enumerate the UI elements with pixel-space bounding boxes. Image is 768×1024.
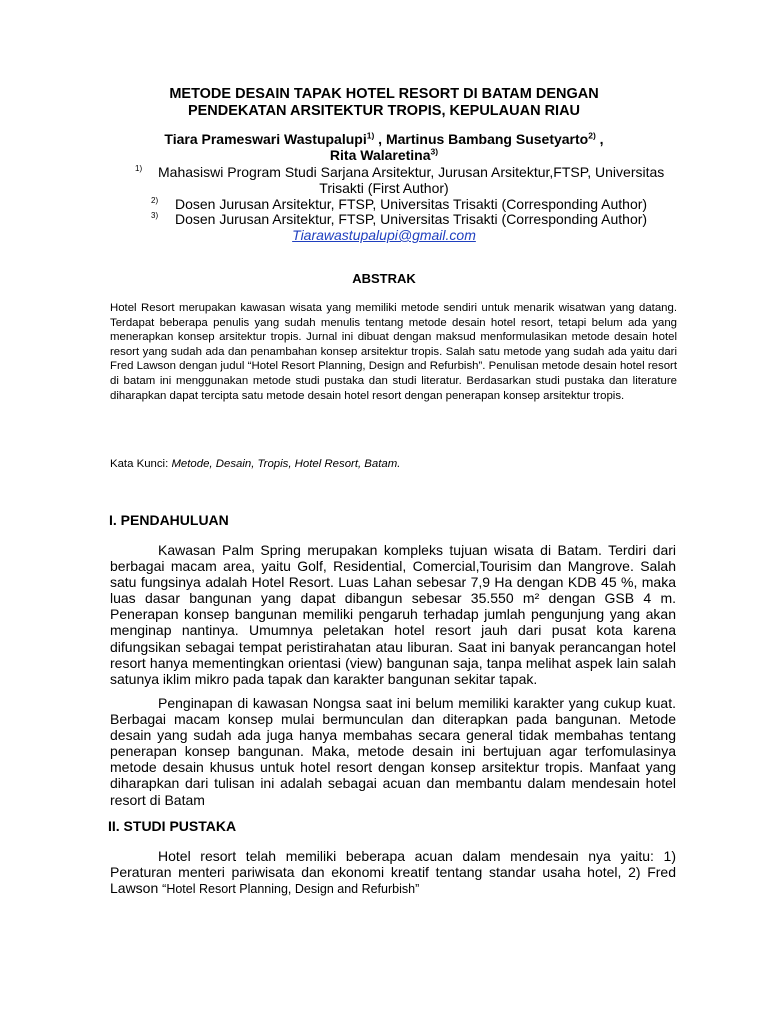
section-heading-pendahuluan: I. PENDAHULUAN xyxy=(109,512,229,528)
affiliation-1-line-2: Trisakti (First Author) xyxy=(319,180,449,196)
abstract-heading: ABSTRAK xyxy=(352,271,416,286)
author-name: Martinus Bambang Susetyarto xyxy=(385,131,589,147)
paper-title xyxy=(100,86,668,120)
author-email-link[interactable]: Tiarawastupalupi@gmail.com xyxy=(292,227,476,243)
keywords-label: Kata Kunci xyxy=(110,458,166,470)
paragraph-text: Kawasan Palm Spring merupakan kompleks tujuan wisata di Batam. Terdiri dari berbagai macam area, yaitu Golf, Residential, Comercial,Tourisim dan Mangrove. Salah satu fungsinya adalah Hotel Resort. Luas Lahan sebesar 7,9 Ha dengan KDB 45 %, maka luas dasar bangunan yang dapat dibangun sebesar 35.550 m² dengan GSB 4 m. Penerapan konsep bangunan memiliki pengaruh terhadap jumlah pengunjung yang akan menginap nantinya. Umumnya peletakan hotel resort jauh dari pusat kota karena difungsikan sebagai tempat peristirahatan atau liburan. Saat ini banyak perancangan hotel resort hanya mementingkan orientasi (view) bangunan saja, tanpa melihat aspek lain salah satunya iklim mikro pada tapak dan karakter bangunan sekitar tapak. xyxy=(110,542,676,687)
title-line-1: METODE DESAIN TAPAK HOTEL RESORT DI BATAM DENGAN xyxy=(169,86,599,102)
paragraph xyxy=(110,848,676,897)
affiliation-2: Dosen Jurusan Arsitektur, FTSP, Universitas Trisakti (Corresponding Author) xyxy=(175,196,648,212)
author-name: Tiara Prameswari Wastupalupi xyxy=(164,131,367,147)
paragraph xyxy=(110,695,676,808)
author-mark: 3) xyxy=(430,146,439,157)
affiliation-mark: 1) xyxy=(135,164,143,173)
section-heading-studi-pustaka: II. STUDI PUSTAKA xyxy=(108,818,237,834)
paragraph-text: Penginapan di kawasan Nongsa saat ini belum memiliki karakter yang cukup kuat. Berbagai macam konsep mulai bermunculan dan diterapkan pada bangunan. Metode desain yang sudah ada juga hanya membahas secara general tidak membahas tentang penerapan konsep bangunan. Maka, metode desain ini bertujuan agar terfomulasinya metode desain khusus untuk hotel resort dengan konsep arsitektur tropis. Manfaat yang diharapkan dari tulisan ini adalah sebagai acuan dan membantu dalam mendesain hotel resort di Batam xyxy=(110,695,676,808)
author-mark: 1) xyxy=(366,130,375,141)
paragraph-text: Hotel resort telah memiliki beberapa acuan dalam mendesain nya yaitu: 1) Peraturan menteri pariwisata dan ekonomi kreatif tentang standar usaha hotel, 2) Fred Lawson xyxy=(110,848,676,897)
abstract-body: Hotel Resort merupakan kawasan wisata yang memiliki metode sendiri untuk menarik wisatwan yang datang. Terdapat beberapa penulis yang sudah menulis tentang metode desain hotel resort, tetapi belum ada yang menerapkan konsep arsitektur tropis. Jurnal ini dibuat dengan maksud menformulasikan metode desain hotel resort yang sudah ada dan penambahan konsep arsitektur tropis. Salah satu metode yang sudah ada yaitu dari Fred Lawson dengan judul “Hotel Resort Planning, Design and Refurbish”. Penulisan metode desain hotel resort di batam ini menggunakan metode studi pustaka dan studi literatur. Berdasarkan studi pustaka dan literature diharapkan dapat tercipta satu metode desain hotel resort dengan penerapan konsep arsitektur tropis. xyxy=(110,302,677,402)
paragraph xyxy=(110,542,676,687)
affiliation-mark: 2) xyxy=(151,196,159,205)
author-list: Tiara Prameswari Wastupalupi$^{1)}$ , Martinus Bambang Susetyarto$^{2)}$ , Rita Walaretina$^{3)}$ xyxy=(164,130,604,163)
affiliation-3: Dosen Jurusan Arsitektur, FTSP, Universitas Trisakti (Corresponding Author) xyxy=(175,211,648,227)
title-line-2: PENDEKATAN ARSITEKTUR TROPIS, KEPULAUAN RIAU xyxy=(187,103,581,119)
book-title: “Hotel Resort Planning, Design and Refurbish” xyxy=(162,882,420,897)
author-name: Rita Walaretina xyxy=(329,147,431,163)
keywords-value: Metode, Desain, Tropis, Hotel Resort, Batam. xyxy=(171,458,401,470)
author-mark: 2) xyxy=(588,130,596,141)
keywords: Kata Kunci: Metode, Desain, Tropis, Hotel Resort, Batam. xyxy=(110,458,401,470)
affiliation-1-line-1: Mahasiswi Program Studi Sarjana Arsitektur, Jurusan Arsitektur,FTSP, Universitas xyxy=(158,164,665,180)
affiliation-mark: 3) xyxy=(151,211,159,220)
